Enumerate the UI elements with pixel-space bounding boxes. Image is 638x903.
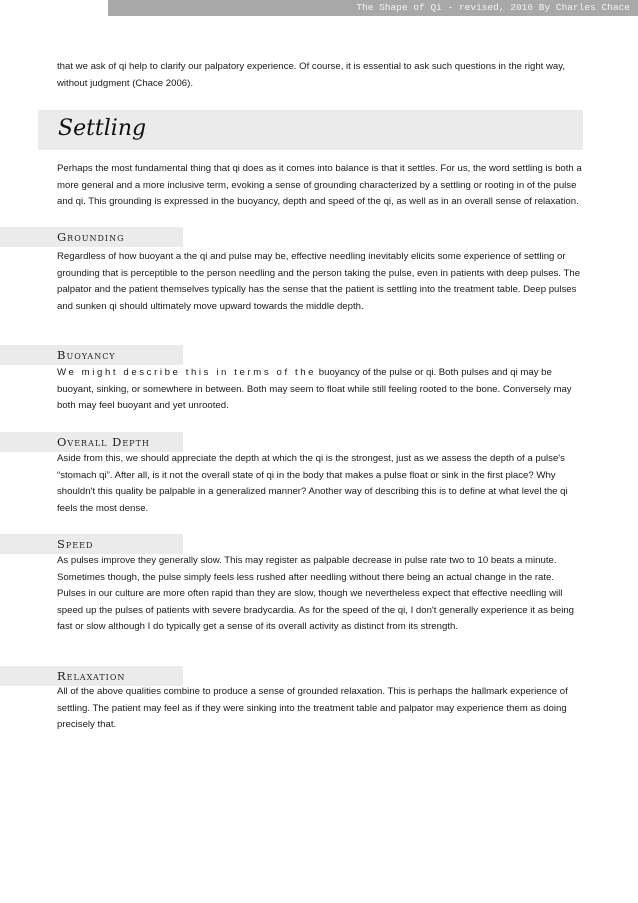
subheading-speed [0, 534, 183, 554]
running-header-bar [108, 0, 638, 16]
subheading-title-buoyancy: Buoyancy [57, 348, 116, 362]
subheading-grounding [0, 227, 183, 247]
section-title-settling: Settling [58, 116, 147, 141]
running-header-title: The Shape of Qi - revised, 2016 By Charles Chace [356, 2, 630, 13]
grounding-paragraph: Regardless of how buoyant a the qi and pulse may be, effective needling inevitably elicits some experience of settling or grounding that is perceptible to the person needling and the person taking the pulse, even in patients with deep pulses. The palpator and the patient themselves typically has the sense that the patient is settling into the treatment table. Deep pulses and sunken qi should ultimately move upward towards the middle depth. [57, 251, 581, 312]
subheading-relaxation [0, 666, 183, 686]
intro-paragraph: that we ask of qi help to clarify our palpatory experience. Of course, it is essential to ask such questions in the right way, without judgment (Chace 2006). [57, 61, 566, 89]
section-heading-settling [38, 110, 583, 150]
overall-depth-paragraph: Aside from this, we should appreciate the depth at which the qi is the strongest, just as we assess the depth of a pulse's “stomach qi”. After all, is it not the overall state of qi in the body that makes a pulse float or sink in the first place? Why shouldn't this quality be palpable in a generalized manner? Another way of describing this is to define at what level the qi feels the most dense. [57, 453, 568, 514]
subheading-title-overall-depth: Overall Depth [57, 435, 150, 449]
subheading-title-relaxation: Relaxation [57, 669, 126, 683]
speed-paragraph: As pulses improve they generally slow. This may register as palpable decrease in pulse rate two to 10 beats a minute. Sometimes though, the pulse simply feels less rushed after needling without there being an actual change in the rate. Pulses in our culture are more often rapid than they are slow, though we nevertheless expect that effective needling will speed up the pulses of patients with severe bradycardia. As for the speed of the qi, I don't generally experience it as being fast or slow although I do typically get a sense of its overall activity as distinct from its strength. [57, 555, 575, 632]
relaxation-paragraph: All of the above qualities combine to produce a sense of grounded relaxation. This is perhaps the hallmark experience of settling. The patient may feel as if they were sinking into the treatment table and palpator may experience them as doing precisely that. [57, 686, 568, 730]
settling-paragraph: Perhaps the most fundamental thing that qi does as it comes into balance is that it settles. For us, the word settling is both a more general and a more inclusive term, evoking a sense of grounding characterized by a settling or rooting in of the pulse and qi. This grounding is expressed in the buoyancy, depth and speed of the qi, as well as in an overall sense of relaxation. [57, 163, 582, 207]
buoyancy-paragraph [57, 365, 583, 415]
buoyancy-text: buoyancy of the pulse or qi. Both pulses and qi may be buoyant, sinking, or somewhere in between. Both may seem to float while still feeling rooted to the bone. Conversely may both may feel buoyant and yet unrooted. [57, 367, 572, 411]
buoyancy-spaced-text: We might describe this in terms of the [57, 367, 317, 378]
subheading-buoyancy [0, 345, 183, 365]
subheading-title-speed: Speed [57, 537, 94, 551]
subheading-title-grounding: Grounding [57, 230, 125, 244]
subheading-overall-depth [0, 432, 183, 452]
